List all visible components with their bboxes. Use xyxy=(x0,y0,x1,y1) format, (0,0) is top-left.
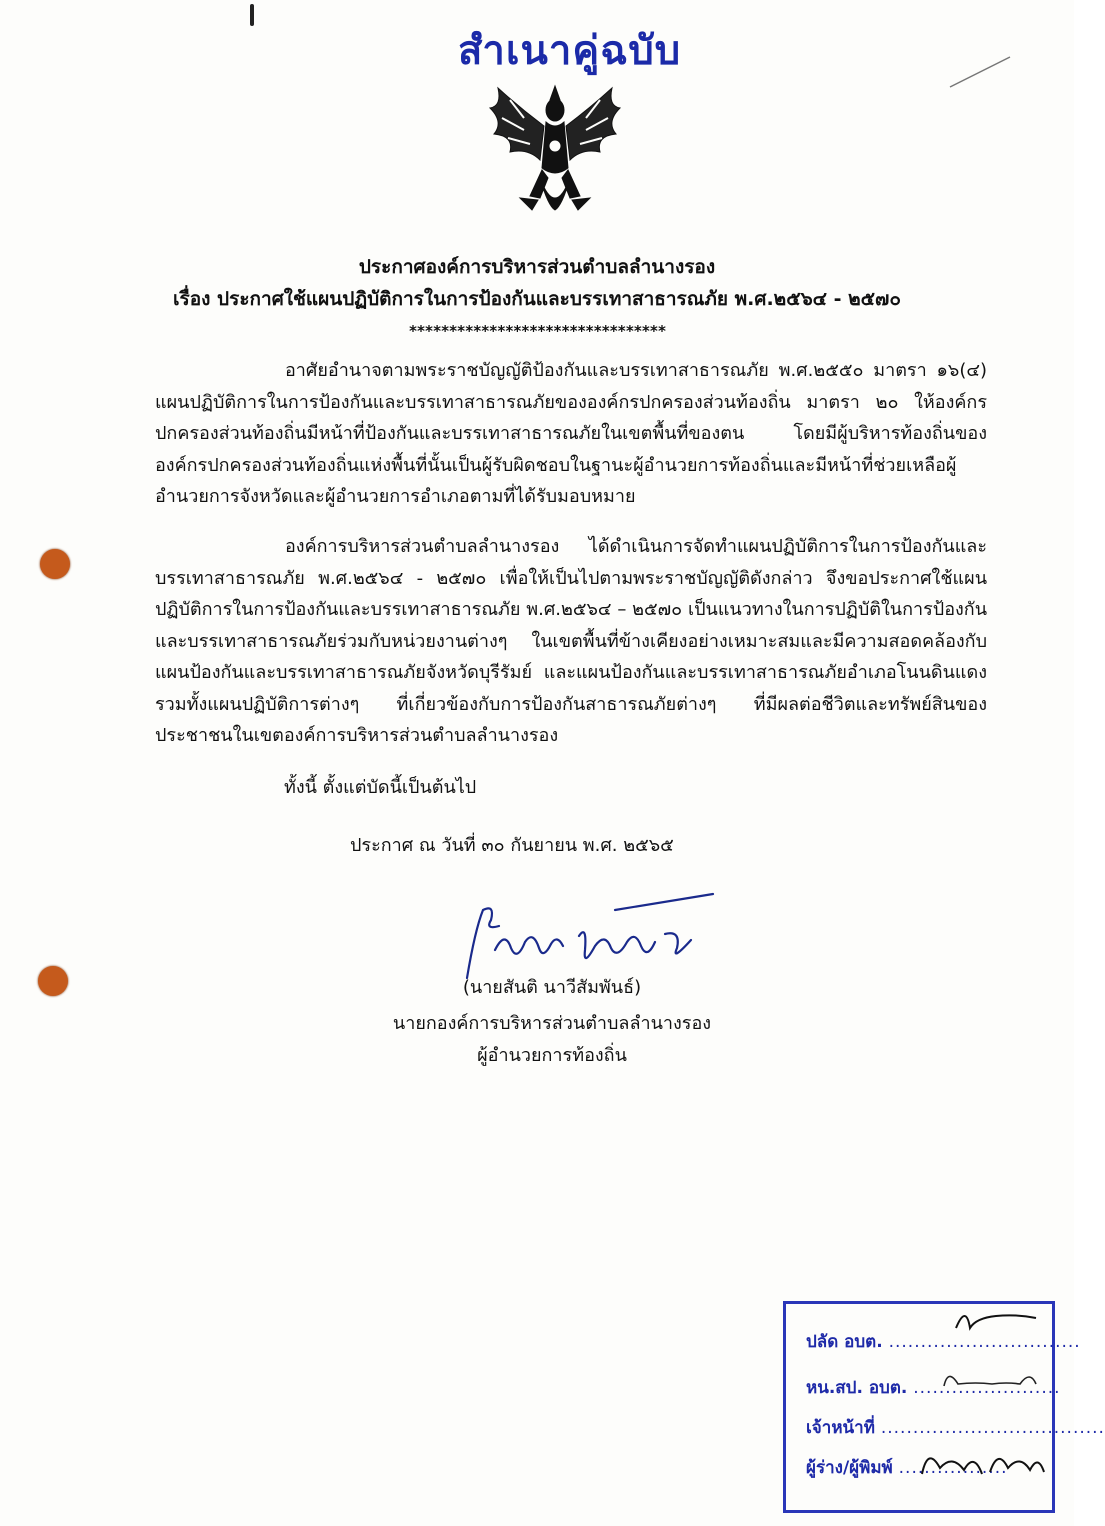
body-paragraph-3: ทั้งนี้ ตั้งแต่บัดนี้เป็นต้นไป xyxy=(284,777,477,798)
signer-role: ผู้อำนวยการท้องถิ่น xyxy=(477,1045,627,1066)
signer-name: (นายสันติ นาวีสัมพันธ์) xyxy=(462,977,642,998)
approval-label-drafter: ผู้ร่าง/ผู้พิมพ์ xyxy=(806,1458,893,1478)
initial-mark xyxy=(936,1360,1046,1396)
document-subject: เรื่อง ประกาศใช้แผนปฏิบัติการในการป้องกันและบรรเทาสาธารณภัย พ.ศ.๒๕๖๔ - ๒๕๗๐ xyxy=(173,288,901,310)
approval-row-head: หน.สป. อบต. ....................... xyxy=(806,1378,1061,1398)
approval-label-officer: เจ้าหน้าที่ xyxy=(806,1418,875,1438)
body-paragraph-1: อาศัยอำนาจตามพระราชบัญญัติป้องกันและบรรเทาสาธารณภัย พ.ศ.๒๕๕๐ มาตรา ๑๖(๔) แผนปฏิบัติการในการป้องกันและบรรเทาสาธารณภัยขององค์กรปกครองส่วนท้องถิ่น มาตรา ๒๐ ให้องค์กรปกครองส่วนท้องถิ่นมีหน้าที่ป้องกันและบรรเทาสาธารณภัยในเขตพื้นที่ของตน โดยมีผู้บริหารท้องถิ่นขององค์กรปกครองส่วนท้องถิ่นแห่งพื้นที่นั้นเป็นผู้รับผิดชอบในฐานะผู้อำนวยการท้องถิ่นและมีหน้าที่ช่วยเหลือผู้อำนวยการจังหวัดและผู้อำนวยการอำเภอตามที่ได้รับมอบหมาย xyxy=(155,360,987,507)
approval-label-chief: ปลัด อบต. xyxy=(806,1332,883,1352)
approval-label-head: หน.สป. อบต. xyxy=(806,1378,908,1398)
punch-hole xyxy=(38,966,68,996)
pen-stroke xyxy=(945,52,1015,92)
signer-position: นายกองค์การบริหารส่วนตำบลลำนางรอง xyxy=(392,1013,712,1034)
approval-row-drafter: ผู้ร่าง/ผู้พิมพ์ ................. xyxy=(806,1458,1008,1478)
initial-mark xyxy=(912,1434,1052,1484)
document-title: ประกาศองค์การบริหารส่วนตำบลลำนางรอง xyxy=(358,256,716,278)
initial-mark xyxy=(936,1298,1046,1338)
punch-hole xyxy=(40,549,70,579)
copy-stamp: สำเนาคู่ฉบับ xyxy=(458,28,682,74)
approval-row-officer: เจ้าหน้าที่ ................................... xyxy=(806,1418,1105,1438)
approval-row-chief: ปลัด อบต. .............................. xyxy=(806,1332,1081,1352)
announcement-date: ประกาศ ณ วันที่ ๓๐ กันยายน พ.ศ. ๒๕๖๕ xyxy=(350,835,674,856)
approval-stamp xyxy=(783,1301,1105,1513)
ink-mark xyxy=(250,4,254,26)
garuda-emblem-icon xyxy=(480,78,630,228)
body-paragraph-2: องค์การบริหารส่วนตำบลลำนางรอง ได้ดำเนินการจัดทำแผนปฏิบัติการในการป้องกันและบรรเทาสาธารณภัย พ.ศ.๒๕๖๔ - ๒๕๗๐ เพื่อให้เป็นไปตามพระราชบัญญัติดังกล่าว จึงขอประกาศใช้แผนปฏิบัติการในการป้องกันและบรรเทาสาธารณภัย พ.ศ.๒๕๖๔ – ๒๕๗๐ เป็นแนวทางในการปฏิบัติในการป้องกันและบรรเทาสาธารณภัยร่วมกับหน่วยงานต่างๆ ในเขตพื้นที่ข้างเคียงอย่างเหมาะสมและมีความสอดคล้องกับแผนป้องกันและบรรเทาสาธารณภัยจังหวัดบุรีรัมย์ และแผนป้องกันและบรรเทาสาธารณภัยอำเภอโนนดินแดง รวมทั้งแผนปฏิบัติการต่างๆ ที่เกี่ยวข้องกับการป้องกันสาธารณภัยต่างๆ ที่มีผลต่อชีวิตและทรัพย์สินของประชาชนในเขตองค์การบริหารส่วนตำบลลำนางรอง xyxy=(155,536,987,746)
separator: ******************************** xyxy=(408,322,666,340)
